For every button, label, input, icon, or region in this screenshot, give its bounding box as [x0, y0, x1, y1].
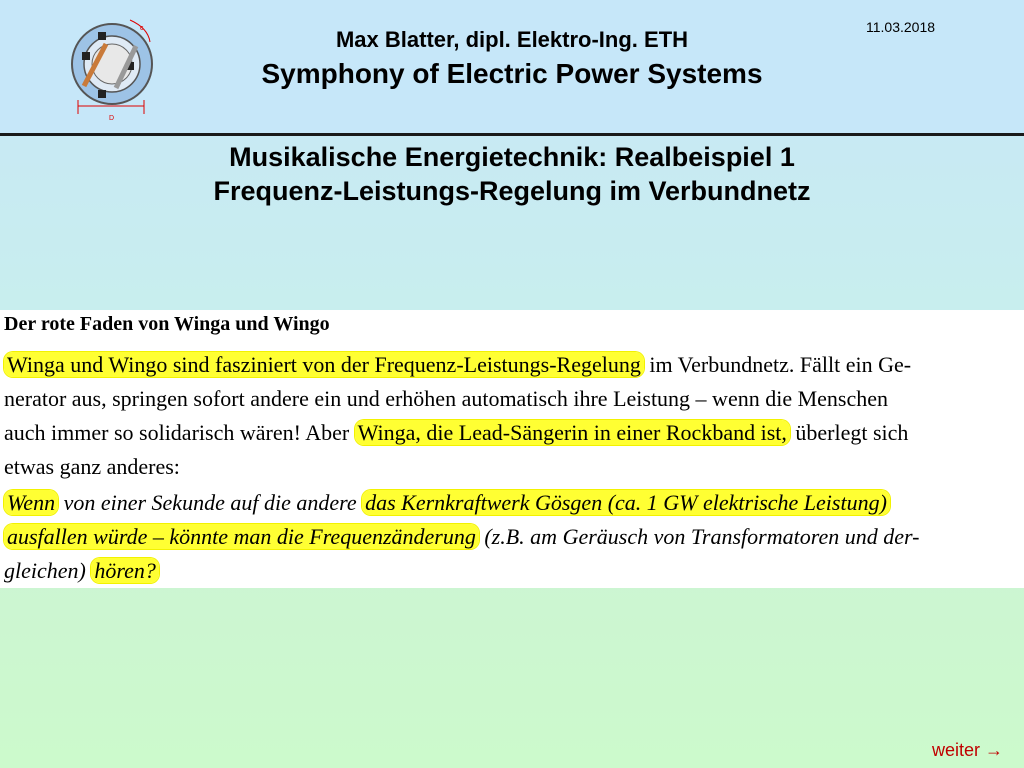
svg-text:c: c: [140, 25, 144, 32]
presentation-title: Symphony of Electric Power Systems: [261, 58, 763, 89]
text-span: überlegt sich: [789, 420, 909, 445]
text-line: [4, 554, 1016, 588]
slide-date: 11.03.2018: [866, 19, 936, 35]
author-line: Max Blatter, dipl. Elektro-Ing. ETH: [335, 27, 689, 52]
text-span: von einer Sekunde auf die andere: [58, 490, 363, 515]
text-span: gleichen): [4, 558, 92, 583]
text-line: [4, 416, 1016, 450]
text-line: [4, 520, 1016, 554]
highlight-mark: Wenn: [4, 490, 58, 515]
text-line: [4, 486, 1016, 520]
highlight-mark: Winga, die Lead-Sängerin in einer Rockband ist,: [355, 420, 790, 445]
text-line: [4, 348, 1016, 382]
svg-text:D: D: [109, 115, 115, 122]
text-line: nerator aus, springen sofort andere ein und erhöhen automatisch ihre Leistung – wenn die Menschen: [4, 386, 889, 411]
text-span: im Verbundnetz. Fällt ein Ge-: [643, 352, 912, 377]
slide-header: [0, 0, 1024, 136]
text-excerpt: [0, 310, 1024, 588]
highlight-mark: ausfallen würde – könnte man die Frequenzänderung: [4, 524, 479, 549]
paragraph-2: [4, 486, 1016, 588]
slide-title-line-1: Musikalische Energietechnik: Realbeispiel 1: [229, 142, 795, 172]
next-slide-link[interactable]: weiter →: [932, 740, 1004, 760]
text-span: auch immer so solidarisch wären! Aber: [4, 420, 355, 445]
highlight-mark: das Kernkraftwerk Gösgen (ca. 1 GW elektrische Leistung): [362, 490, 890, 515]
highlight-mark: Winga und Wingo sind fasziniert von der Frequenz-Leistungs-Regelung: [4, 352, 644, 377]
text-line: etwas ganz anderes:: [4, 454, 180, 479]
paragraph-1: [4, 348, 1016, 484]
slide-title-line-2: Frequenz-Leistungs-Regelung im Verbundnetz: [213, 176, 811, 206]
text-span: (z.B. am Geräusch von Transformatoren und der-: [478, 524, 920, 549]
highlight-mark: hören?: [91, 558, 159, 583]
excerpt-heading: Der rote Faden von Winga und Wingo: [4, 313, 330, 335]
